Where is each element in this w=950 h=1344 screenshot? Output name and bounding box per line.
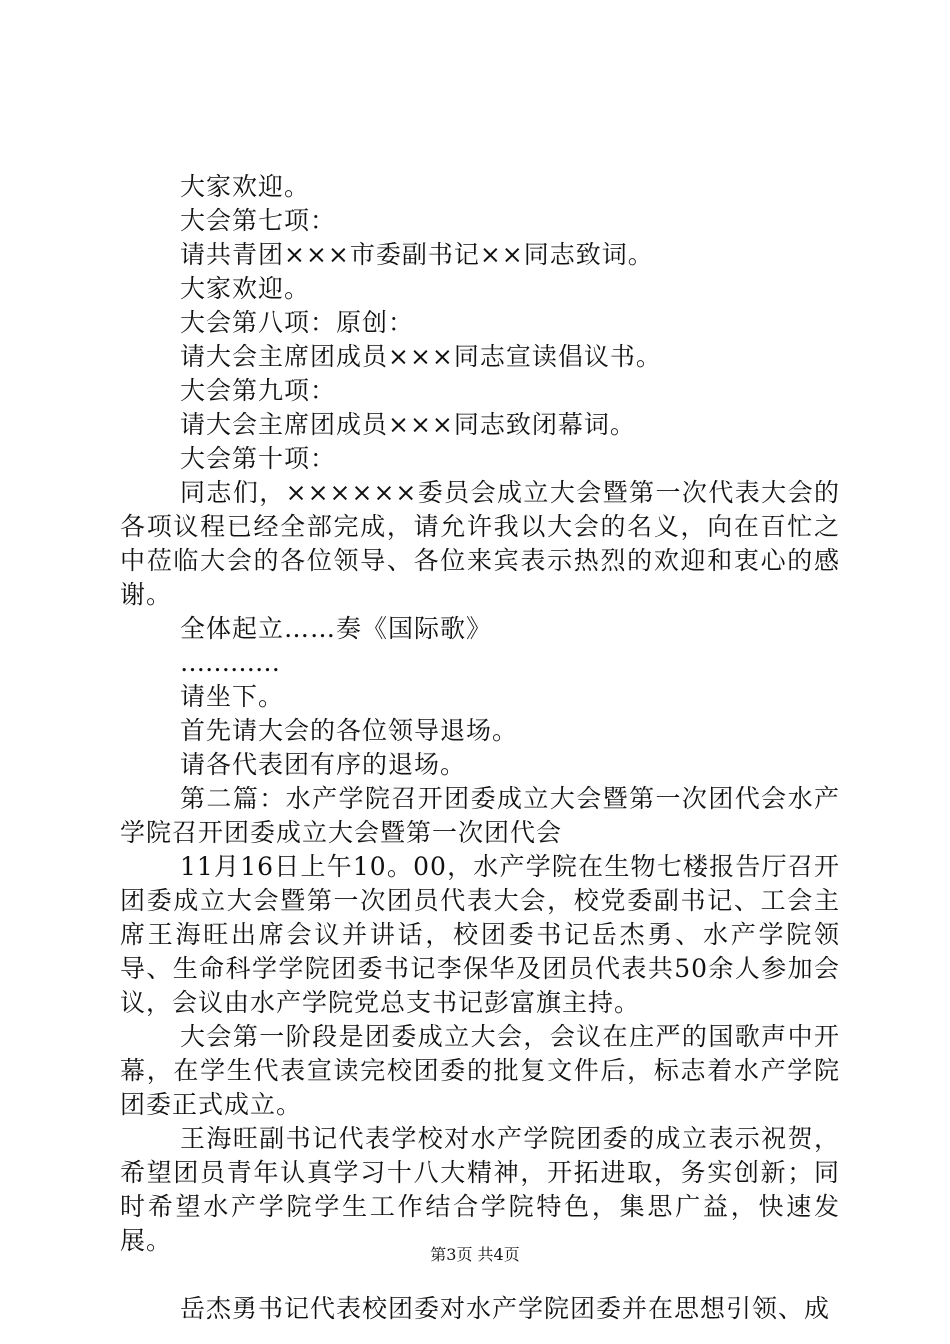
paragraph-2: 大会第一阶段是团委成立大会，会议在庄严的国歌声中开幕，在学生代表宣读完校团委的批复文件后，标志着水产学院团委正式成立。 bbox=[120, 1022, 840, 1119]
text-line: 大家欢迎。 bbox=[180, 172, 311, 201]
paragraph-4: 岳杰勇书记代表校团委对水产学院团委并在思想引领、成 bbox=[180, 1294, 831, 1323]
text-line: 请共青团×××市委副书记××同志致词。 bbox=[180, 240, 654, 269]
text-line: 大会第八项：原创： bbox=[180, 308, 415, 337]
ellipsis-line: ………… bbox=[180, 648, 280, 677]
text-line: 请大会主席团成员×××同志宣读倡议书。 bbox=[180, 342, 662, 371]
text-line: 请大会主席团成员×××同志致闭幕词。 bbox=[180, 410, 636, 439]
text-line: 大会第十项： bbox=[180, 444, 337, 473]
text-line: 首先请大会的各位领导退场。 bbox=[180, 716, 519, 745]
page-footer: 第3页 共4页 bbox=[430, 1245, 520, 1264]
section-two-title: 第二篇：水产学院召开团委成立大会暨第一次团代会水产学院召开团委成立大会暨第一次团代会 bbox=[120, 784, 840, 847]
paragraph-closing-remarks: 同志们，××××××委员会成立大会暨第一次代表大会的各项议程已经全部完成，请允许我以大会的名义，向在百忙之中莅临大会的各位领导、各位来宾表示热烈的欢迎和衷心的感谢。 bbox=[120, 478, 840, 609]
text-line: 大家欢迎。 bbox=[180, 274, 311, 303]
text-line: 大会第七项： bbox=[180, 206, 337, 235]
text-line: 请各代表团有序的退场。 bbox=[180, 750, 467, 779]
text-line-stand: 全体起立……奏《国际歌》 bbox=[180, 614, 493, 643]
text-line: 请坐下。 bbox=[180, 682, 285, 711]
paragraph-1: 11月16日上午10。00，水产学院在生物七楼报告厅召开团委成立大会暨第一次团员代表大会，校党委副书记、工会主席王海旺出席会议并讲话，校团委书记岳杰勇、水产学院领导、生命科学学院团委书记李保华及团员代表共50余人参加会议，会议由水产学院党总支书记彭富旗主持。 bbox=[120, 852, 840, 1017]
text-line: 大会第九项： bbox=[180, 376, 337, 405]
document-body bbox=[120, 170, 840, 1326]
paragraph-3: 王海旺副书记代表学校对水产学院团委的成立表示祝贺，希望团员青年认真学习十八大精神，开拓进取，务实创新；同时希望水产学院学生工作结合学院特色，集思广益，快速发展。 bbox=[120, 1124, 840, 1255]
